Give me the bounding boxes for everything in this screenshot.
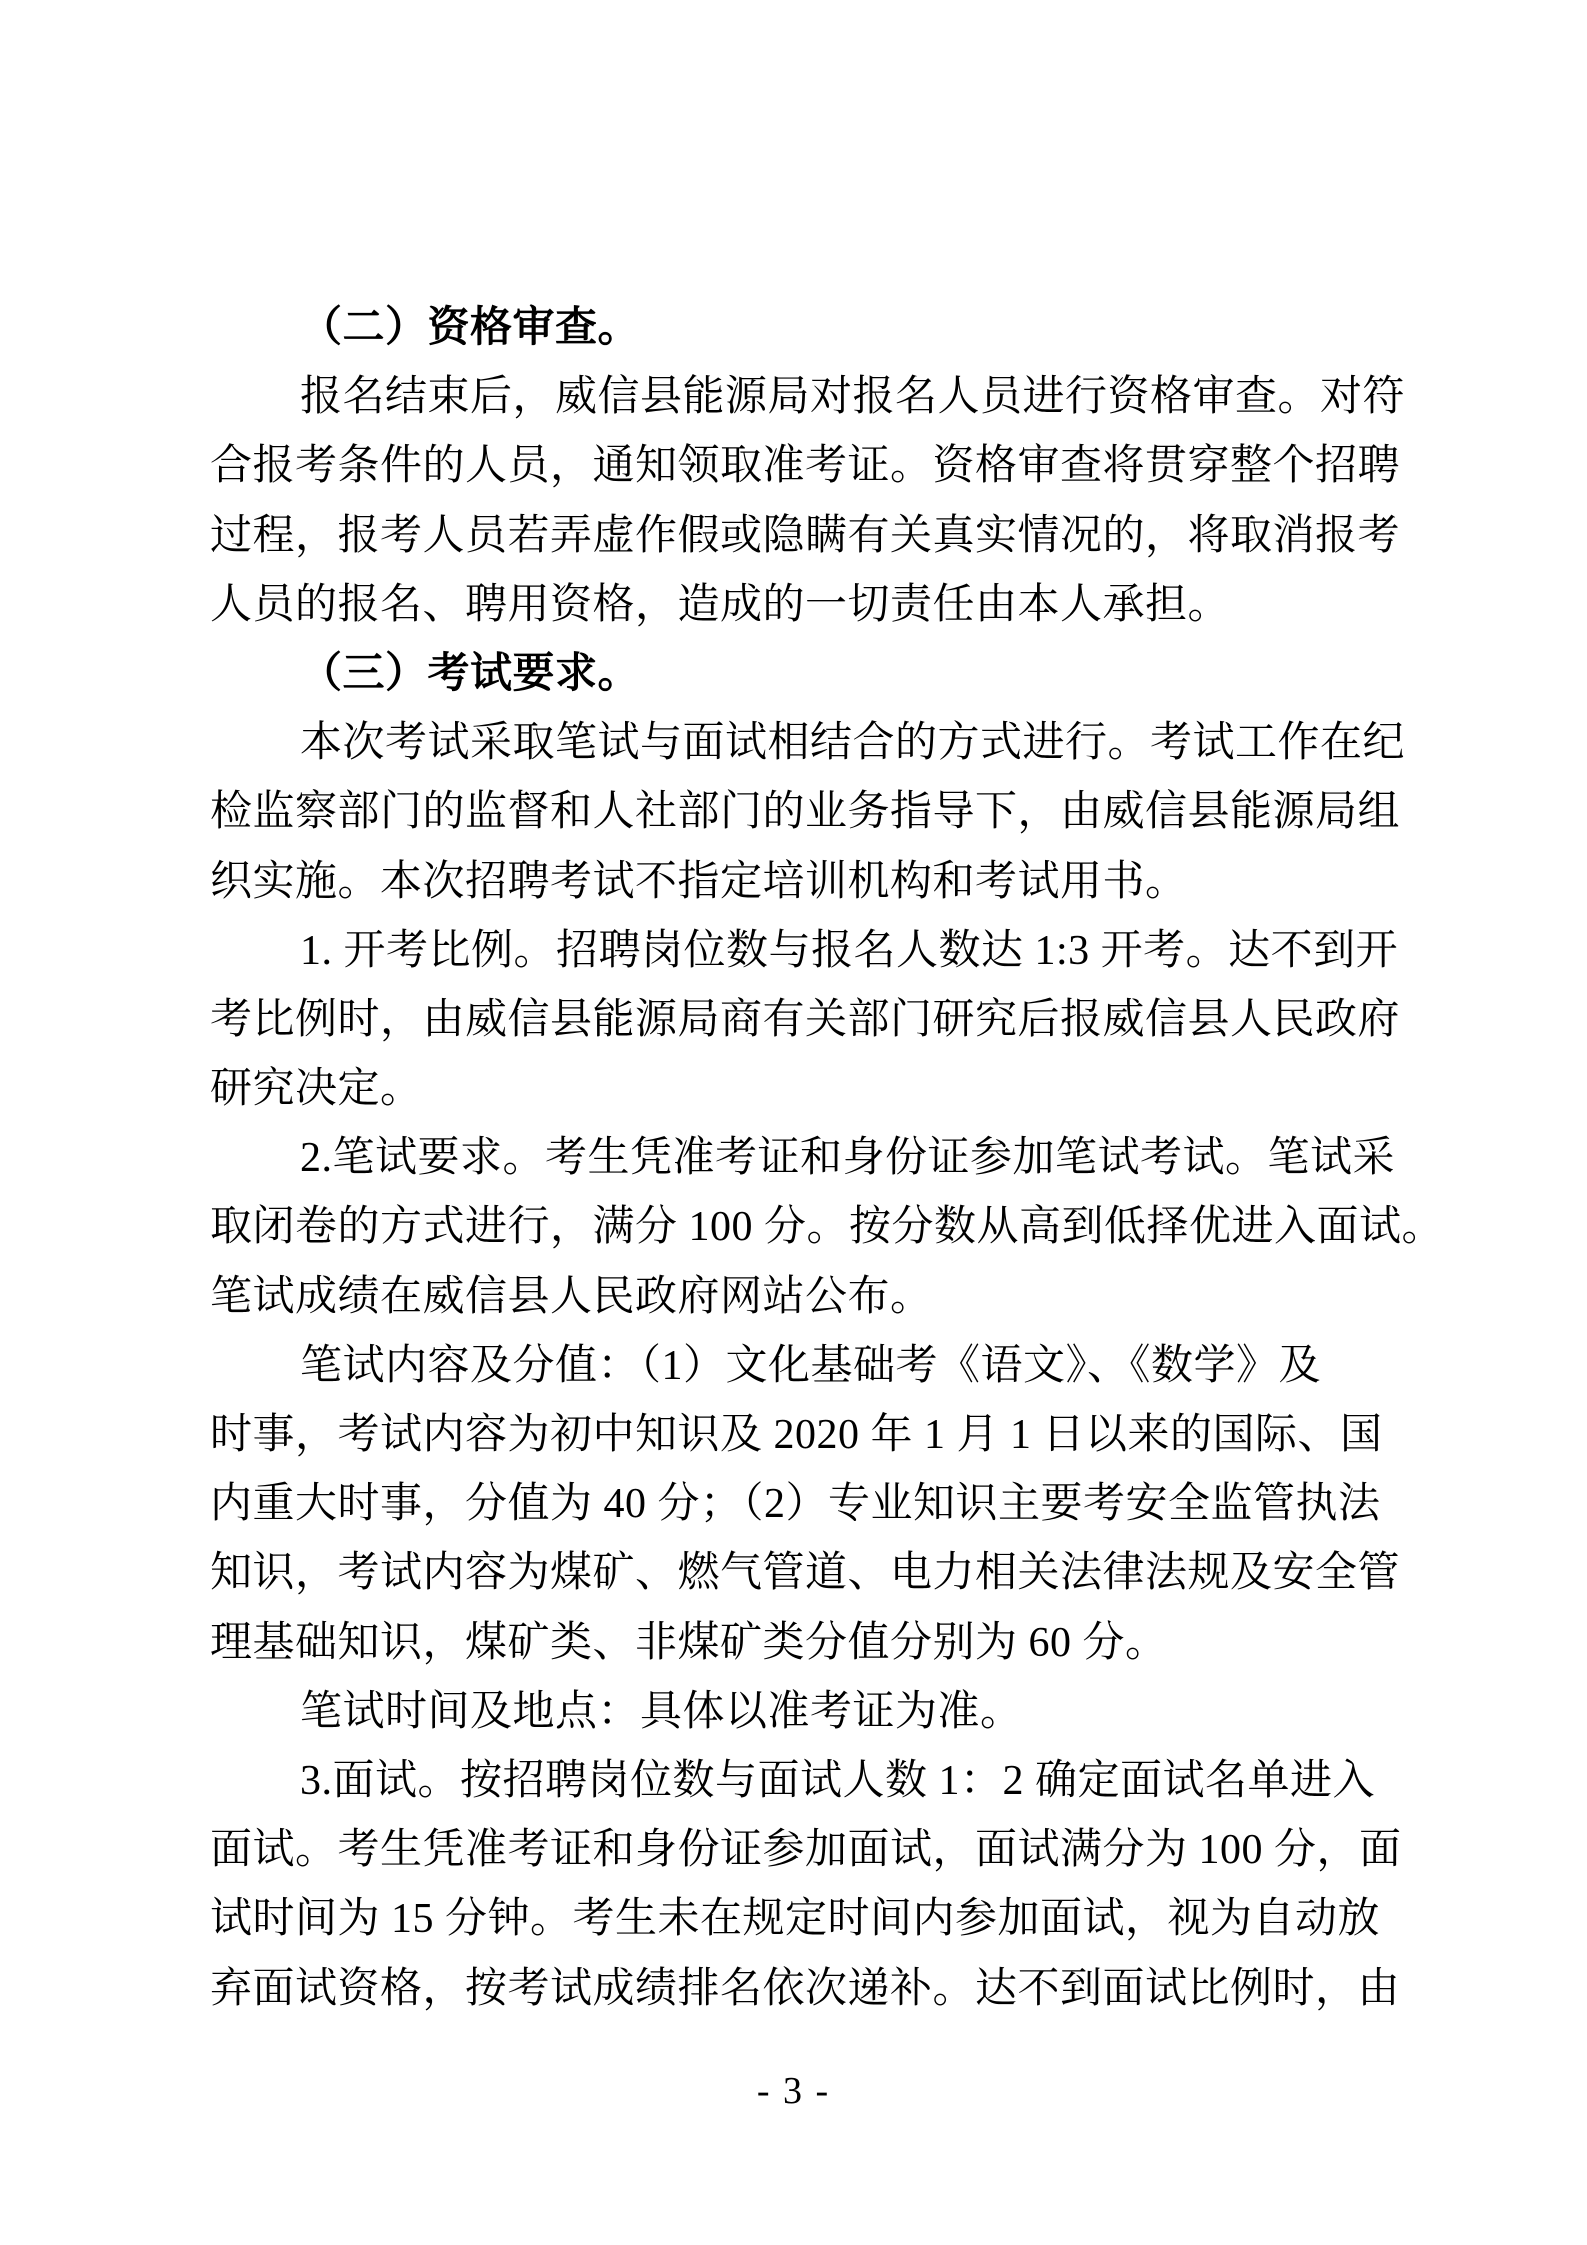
- text-line: 知识，考试内容为煤矿、燃气管道、电力相关法律法规及安全管: [210, 1550, 1401, 1597]
- text-line: 理基础知识，煤矿类、非煤矿类分值分别为 60 分。: [210, 1619, 1168, 1666]
- text-line: 合报考条件的人员，通知领取准考证。资格审查将贯穿整个招聘: [210, 443, 1401, 490]
- text-line: 笔试成绩在威信县人民政府网站公布。: [210, 1273, 933, 1320]
- list-item-1-open-ratio: 1. 开考比例。招聘岗位数与报名人数达 1:3 开考。达不到开: [300, 927, 1399, 974]
- section-heading-3: （三）考试要求。: [300, 650, 641, 697]
- text-line: 检监察部门的监督和人社部门的业务指导下，由威信县能源局组: [210, 789, 1401, 836]
- document-body: [210, 294, 1445, 2024]
- page-number: - 3 -: [756, 2070, 831, 2112]
- text-line: 考比例时，由威信县能源局商有关部门研究后报威信县人民政府: [210, 996, 1401, 1043]
- text-line: 弃面试资格，按考试成绩排名依次递补。达不到面试比例时，由: [210, 1965, 1401, 2012]
- text-line: 笔试内容及分值：（1）文化基础考《语文》、《数学》及: [300, 1342, 1322, 1389]
- text-line: 织实施。本次招聘考试不指定培训机构和考试用书。: [210, 858, 1188, 905]
- text-line: 研究决定。: [210, 1066, 423, 1113]
- text-line: 时事，考试内容为初中知识及 2020 年 1 月 1 日以来的国际、国: [210, 1412, 1383, 1458]
- text-line: 面试。考生凭准考证和身份证参加面试，面试满分为 100 分，面: [210, 1827, 1402, 1874]
- list-item-3-interview: 3.面试。按招聘岗位数与面试人数 1：2 确定面试名单进入: [300, 1757, 1376, 1804]
- text-line: 取闭卷的方式进行，满分 100 分。按分数从高到低择优进入面试。: [210, 1204, 1445, 1251]
- text-line: 试时间为 15 分钟。考生未在规定时间内参加面试，视为自动放: [210, 1896, 1381, 1943]
- text-line: 本次考试采取笔试与面试相结合的方式进行。考试工作在纪: [300, 720, 1406, 767]
- text-line: 人员的报名、聘用资格，造成的一切责任由本人承担。: [210, 581, 1231, 628]
- list-item-2-written-exam: 2.笔试要求。考生凭准考证和身份证参加笔试考试。笔试采: [300, 1135, 1396, 1182]
- text-line: 内重大时事，分值为 40 分；（2）专业知识主要考安全监管执法: [210, 1481, 1381, 1528]
- text-line: 过程，报考人员若弄虚作假或隐瞒有关真实情况的，将取消报考: [210, 512, 1401, 559]
- text-line: 报名结束后，威信县能源局对报名人员进行资格审查。对符: [300, 374, 1406, 421]
- text-line: 笔试时间及地点：具体以准考证为准。: [300, 1688, 1023, 1735]
- section-heading-2: （二）资格审查。: [300, 305, 641, 351]
